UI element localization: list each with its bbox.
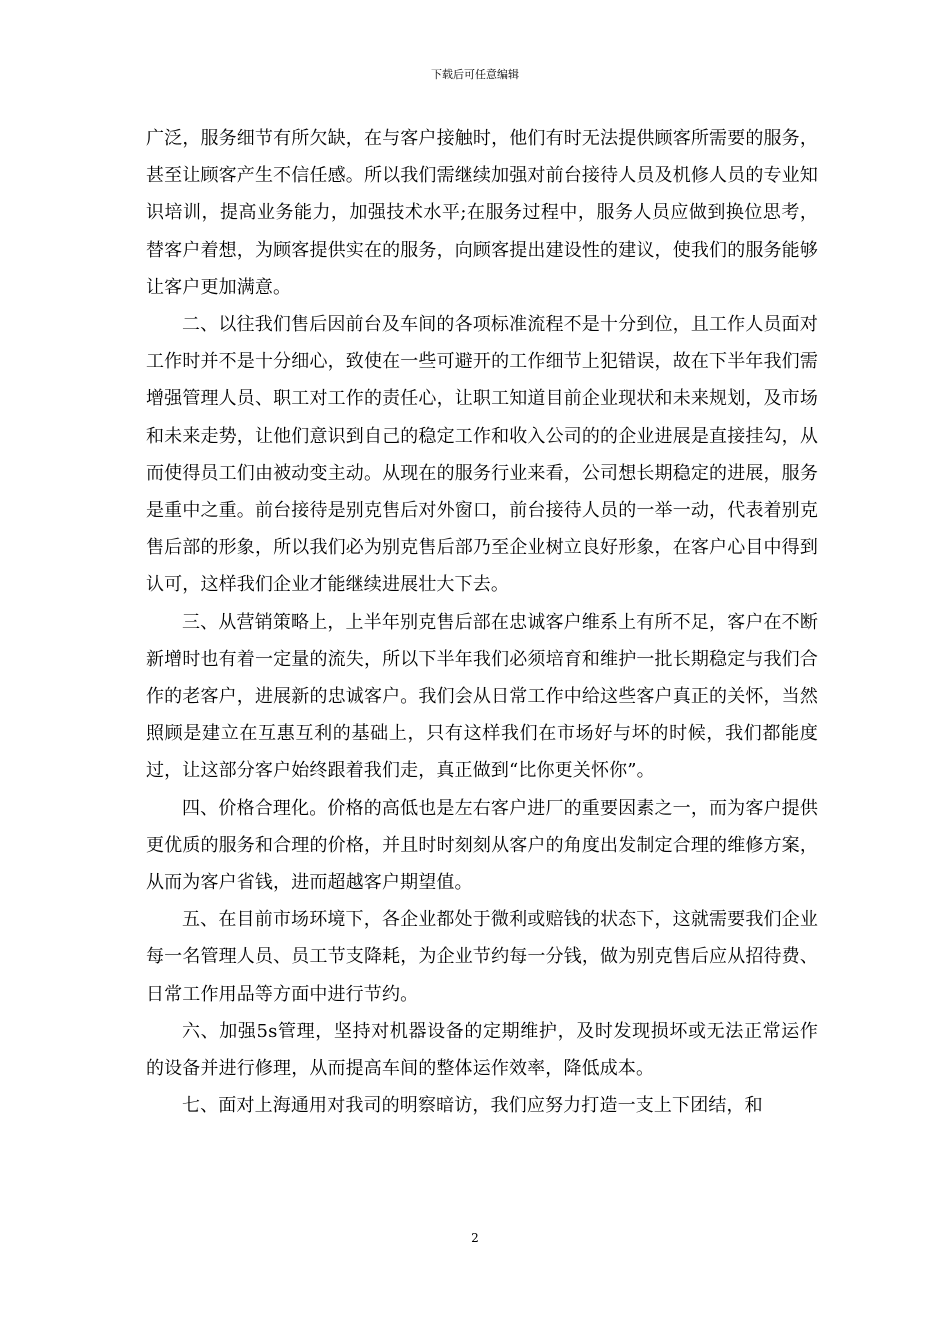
document-body [146,120,818,1124]
page-header: 下载后可任意编辑 [431,68,519,81]
paragraph-6: 六、加强5s管理，坚持对机器设备的定期维护，及时发现损坏或无法正常运作的设备并进行修理，从而提高车间的整体运作效率，降低成本。 [146,1020,818,1080]
paragraph-continuation: 广泛，服务细节有所欠缺，在与客户接触时，他们有时无法提供顾客所需要的服务，甚至让顾客产生不信任感。所以我们需继续加强对前台接待人员及机修人员的专业知识培训，提高业务能力，加强技术水平;在服务过程中，服务人员应做到换位思考，替客户着想，为顾客提供实在的服务，向顾客提出建设性的建议，使我们的服务能够让客户更加满意。 [146,128,818,298]
paragraph-3: 三、从营销策略上，上半年别克售后部在忠诚客户维系上有所不足，客户在不断新增时也有着一定量的流失，所以下半年我们必须培育和维护一批长期稳定与我们合作的老客户，进展新的忠诚客户。我们会从日常工作中给这些客户真正的关怀，当然照顾是建立在互惠互利的基础上，只有这样我们在市场好与坏的时候，我们都能度过，让这部分客户始终跟着我们走，真正做到“比你更关怀你”。 [146,611,818,782]
paragraph-2: 二、以往我们售后因前台及车间的各项标准流程不是十分到位，且工作人员面对工作时并不是十分细心，致使在一些可避开的工作细节上犯错误，故在下半年我们需增强管理人员、职工对工作的责任心，让职工知道目前企业现状和未来规划，及市场和未来走势，让他们意识到自己的稳定工作和收入公司的的企业进展是直接挂勾，从而使得员工们由被动变主动。从现在的服务行业来看，公司想长期稳定的进展，服务是重中之重。前台接待是别克售后对外窗口，前台接待人员的一举一动，代表着别克售后部的形象，所以我们必为别克售后部乃至企业树立良好形象，在客户心目中得到认可，这样我们企业才能继续进展壮大下去。 [146,314,818,596]
page-number: 2 [471,1231,479,1245]
paragraph-5: 五、在目前市场环境下，各企业都处于微利或赔钱的状态下，这就需要我们企业每一名管理人员、员工节支降耗，为企业节约每一分钱，做为别克售后应从招待费、日常工作用品等方面中进行节约。 [146,909,818,1005]
paragraph-7: 七、面对上海通用对我司的明察暗访，我们应努力打造一支上下团结，和 [182,1095,763,1117]
paragraph-4: 四、价格合理化。价格的高低也是左右客户进厂的重要因素之一，而为客户提供更优质的服务和合理的价格，并且时时刻刻从客户的角度出发制定合理的维修方案，从而为客户省钱，进而超越客户期望值。 [146,797,818,894]
